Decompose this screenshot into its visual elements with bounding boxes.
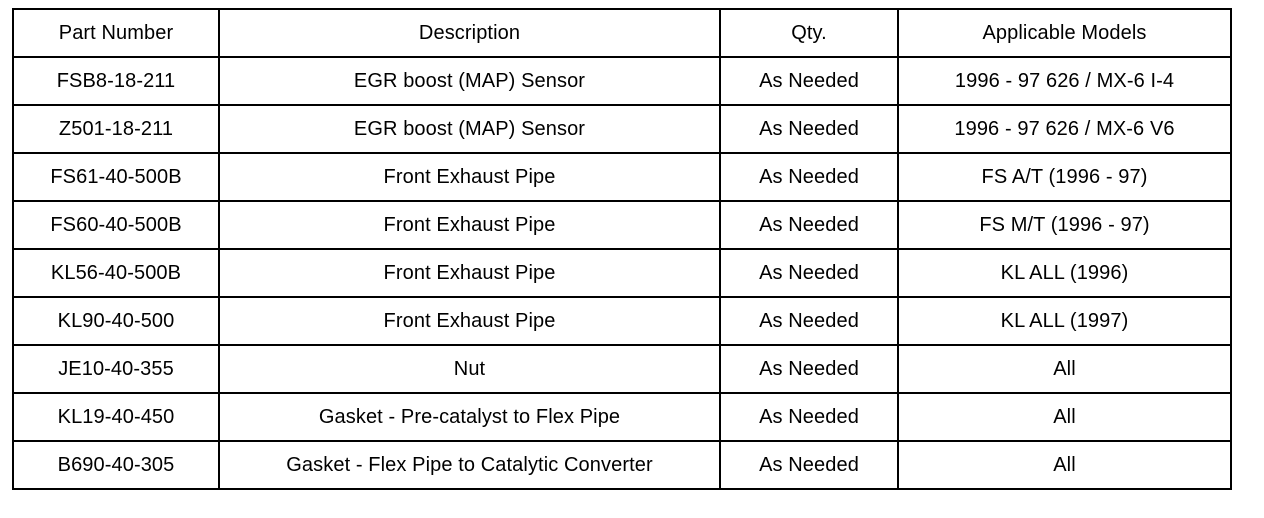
part-number-cell: B690-40-305	[13, 441, 219, 489]
table-row	[13, 105, 1231, 153]
models-cell: 1996 - 97 626 / MX-6 I-4	[898, 57, 1231, 105]
part-number-cell: KL90-40-500	[13, 297, 219, 345]
description-cell: EGR boost (MAP) Sensor	[219, 57, 720, 105]
header-part-number: Part Number	[13, 9, 219, 57]
models-cell: KL ALL (1996)	[898, 249, 1231, 297]
part-number-cell: KL56-40-500B	[13, 249, 219, 297]
models-cell: All	[898, 393, 1231, 441]
description-cell: Front Exhaust Pipe	[219, 297, 720, 345]
header-description: Description	[219, 9, 720, 57]
description-cell: Gasket - Flex Pipe to Catalytic Converter	[219, 441, 720, 489]
part-number-cell: JE10-40-355	[13, 345, 219, 393]
qty-cell: As Needed	[720, 297, 898, 345]
description-cell: Front Exhaust Pipe	[219, 201, 720, 249]
description-cell: Nut	[219, 345, 720, 393]
part-number-cell: FS61-40-500B	[13, 153, 219, 201]
part-number-cell: KL19-40-450	[13, 393, 219, 441]
table-row	[13, 249, 1231, 297]
parts-table-body	[13, 57, 1231, 489]
description-cell: Gasket - Pre-catalyst to Flex Pipe	[219, 393, 720, 441]
table-row	[13, 57, 1231, 105]
table-row	[13, 393, 1231, 441]
models-cell: 1996 - 97 626 / MX-6 V6	[898, 105, 1231, 153]
parts-table-header	[13, 9, 1231, 57]
table-row	[13, 441, 1231, 489]
qty-cell: As Needed	[720, 345, 898, 393]
table-row	[13, 345, 1231, 393]
table-row	[13, 153, 1231, 201]
description-cell: Front Exhaust Pipe	[219, 249, 720, 297]
qty-cell: As Needed	[720, 201, 898, 249]
description-cell: Front Exhaust Pipe	[219, 153, 720, 201]
header-row	[13, 9, 1231, 57]
qty-cell: As Needed	[720, 105, 898, 153]
models-cell: All	[898, 441, 1231, 489]
header-qty: Qty.	[720, 9, 898, 57]
models-cell: KL ALL (1997)	[898, 297, 1231, 345]
parts-table	[12, 8, 1232, 490]
table-row	[13, 201, 1231, 249]
models-cell: All	[898, 345, 1231, 393]
qty-cell: As Needed	[720, 153, 898, 201]
qty-cell: As Needed	[720, 441, 898, 489]
description-cell: EGR boost (MAP) Sensor	[219, 105, 720, 153]
part-number-cell: Z501-18-211	[13, 105, 219, 153]
models-cell: FS M/T (1996 - 97)	[898, 201, 1231, 249]
parts-table-container	[12, 8, 1232, 490]
qty-cell: As Needed	[720, 57, 898, 105]
table-row	[13, 297, 1231, 345]
models-cell: FS A/T (1996 - 97)	[898, 153, 1231, 201]
part-number-cell: FS60-40-500B	[13, 201, 219, 249]
qty-cell: As Needed	[720, 249, 898, 297]
header-applicable-models: Applicable Models	[898, 9, 1231, 57]
qty-cell: As Needed	[720, 393, 898, 441]
part-number-cell: FSB8-18-211	[13, 57, 219, 105]
